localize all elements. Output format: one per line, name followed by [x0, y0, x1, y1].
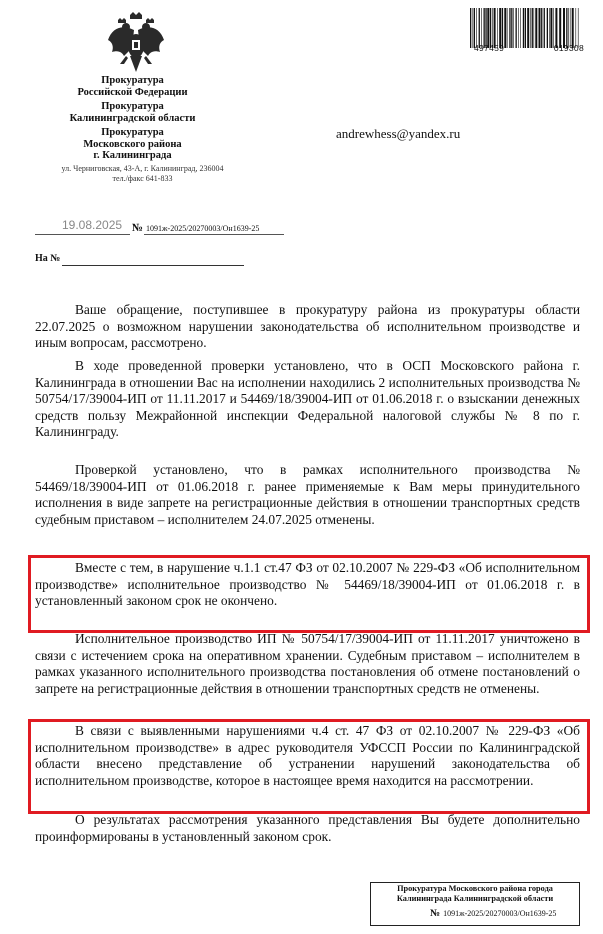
org-line: Прокуратура [101, 101, 164, 112]
org-line: Прокуратура [101, 75, 164, 86]
barcode-number-right: 019308 [553, 43, 584, 53]
org-line: г. Калининграда [93, 150, 172, 161]
stamp-number-value: 1091ж-2025/20270003/Он1639-25 [443, 909, 557, 918]
registration-number: 1091ж-2025/20270003/Он1639-25 [146, 224, 260, 233]
org-line: Калининградской области [69, 112, 196, 124]
highlight-box-representation [28, 719, 590, 814]
barcode-image [470, 8, 580, 48]
org-level-district [40, 127, 225, 162]
recipient-email: andrewhess@yandex.ru [336, 126, 461, 141]
phone-line: тел./факс 641-833 [112, 174, 173, 183]
document-date: 19.08.2025 [62, 218, 123, 232]
org-line: Прокуратура [101, 127, 164, 138]
reply-to-label: На № [35, 253, 61, 264]
stamp-organization: Прокуратура Московского района города Калининграда Калининградской области [396, 884, 554, 903]
number-sign: № [132, 222, 144, 234]
paragraph-destroyed: Исполнительное производство ИП № 50754/17/39004-ИП от 11.11.2017 уничтожено в связи с истечением срока на оперативном хранении. Судебным приставом – исполнителем в рамках указанного исполнительного производства постановления об отмене постановлений о запрете на регистрационные действия в отношении транспортных средств не отменены. [35, 631, 580, 696]
paragraph-violation: Вместе с тем, в нарушение ч.1.1 ст.47 ФЗ от 02.10.2007 № 229-ФЗ «Об исполнительном производстве» исполнительное производство № 54469/18/39004-ИП от 01.06.2018 г. в установленный законом срок не окончено. [35, 560, 580, 608]
sender-address [40, 164, 245, 184]
sender-organization [40, 75, 225, 165]
barcode-number-left: 497459 [474, 43, 505, 53]
coat-of-arms-emblem [108, 12, 164, 74]
paragraph-inspection: В ходе проведенной проверки установлено, что в ОСП Московского района г. Калининграда в отношении Вас на исполнении находились 2 исполнительных производства № 50754/17/39004-ИП от 11.11.2017 и 54469/18/39004-ИП от 01.06.2018 г. о взыскании денежных средств пользу Межрайонной инспекции Федеральной налоговой службы № 8 по г. Калининграду. [35, 358, 580, 439]
paragraph-representation: В связи с выявленными нарушениями ч.4 ст. 47 ФЗ от 02.10.2007 № 229-ФЗ «Об исполнительном производстве» в адрес руководителя УФССП России по Калининградской области внесено представление об устранении нарушений законодательства об исполнительном производстве, которое в настоящее время находится на рассмотрении. [35, 723, 580, 788]
org-line: Московского района [83, 138, 182, 150]
org-level-federal [40, 75, 225, 98]
paragraph-measures: Проверкой установлено, что в рамках исполнительного производства № 54469/18/39004-ИП от 01.06.2018 г. ранее применяемые к Вам меры принудительного исполнения в виде запрете на регистрационные действия в отношении транспортных средств судебным приставом – исполнителем 24.07.2025 отменены. [35, 462, 580, 527]
stamp-number-sign: № [430, 908, 441, 919]
barcode-numbers [474, 43, 584, 53]
address-line: ул. Черниговская, 43-А, г. Калининград, 236004 [61, 164, 224, 173]
highlight-box-violation [28, 555, 590, 633]
paragraph-intro: Ваше обращение, поступившее в прокуратуру района из прокуратуры области 22.07.2025 о возможном нарушении законодательства об исполнительном производстве и иным вопросам, рассмотрено. [35, 302, 580, 350]
date-underline [35, 234, 130, 235]
stamp-number [430, 908, 556, 919]
registration-underline [144, 234, 284, 235]
org-line: Российской Федерации [77, 86, 188, 98]
org-level-region [40, 101, 225, 124]
paragraph-outcome: О результатах рассмотрения указанного представления Вы будете дополнительно проинформированы в установленный законом срок. [35, 812, 580, 844]
reply-to-underline [62, 265, 244, 266]
